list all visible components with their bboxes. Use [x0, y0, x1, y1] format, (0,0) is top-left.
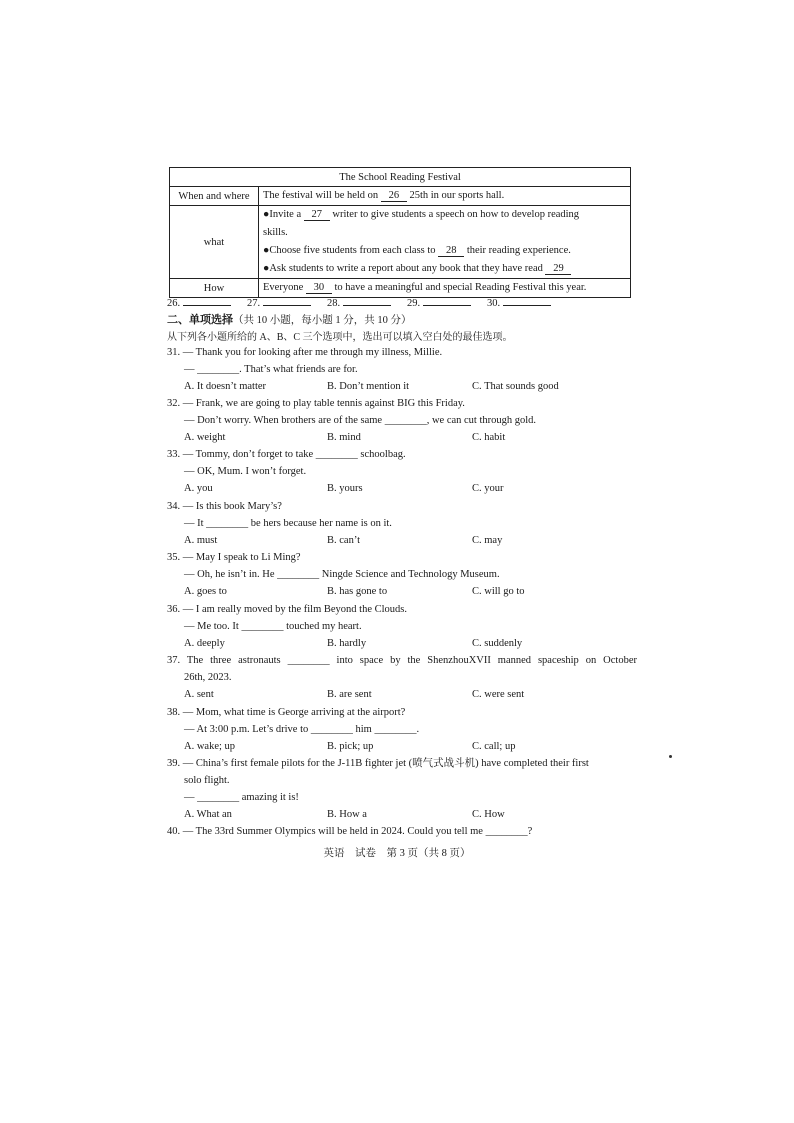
option-a[interactable]: A. It doesn’t matter	[184, 381, 267, 392]
question-40	[167, 823, 637, 840]
option-c[interactable]: C. your	[472, 483, 504, 494]
options-row	[167, 532, 637, 549]
option-b[interactable]: B. yours	[327, 483, 363, 494]
question-stem: solo flight.	[184, 775, 230, 786]
option-a[interactable]: A. you	[184, 483, 213, 494]
question-34	[167, 498, 637, 549]
question-stem: 33. — Tommy, don’t forget to take ________ schoolbag.	[167, 449, 406, 460]
question-stem: — Oh, he isn’t in. He ________ Ningde Science and Technology Museum.	[184, 569, 500, 580]
options-row	[167, 686, 637, 703]
row-content-how: Everyone 30 to have a meaningful and special Reading Festival this year.	[259, 279, 631, 298]
question-32	[167, 395, 637, 446]
answer-slot-29[interactable]: 29.	[407, 295, 487, 309]
section-title: 二、单项选择	[167, 313, 233, 326]
question-stem: 26th, 2023.	[184, 672, 232, 683]
option-b[interactable]: B. How a	[327, 809, 367, 820]
option-b[interactable]: B. can’t	[327, 535, 361, 546]
table-row-what	[170, 206, 631, 279]
option-c[interactable]: C. may	[472, 535, 503, 546]
section-instruction: 从下列各小题所给的 A、B、C 三个选项中，选出可以填入空白处的最佳选项。	[167, 332, 513, 343]
row-label-when: When and where	[170, 187, 259, 206]
options-row	[167, 738, 637, 755]
row-label-how: How	[170, 279, 259, 298]
option-a[interactable]: A. sent	[184, 689, 214, 700]
row-content-what: ●Invite a 27 writer to give students a speech on how to develop reading skills. ●Choose five students from each class to 28 their reading experience. ●Ask students to write a report about any book that they have read 29	[259, 206, 631, 279]
question-stem: 34. — Is this book Mary’s?	[167, 501, 282, 512]
blank-27: 27	[304, 209, 330, 221]
options-row	[167, 378, 637, 395]
section-heading	[167, 311, 412, 327]
option-c[interactable]: C. habit	[472, 432, 506, 443]
option-a[interactable]: A. wake; up	[184, 741, 236, 752]
question-stem: 38. — Mom, what time is George arriving at the airport?	[167, 707, 406, 718]
page-footer: 英语 试卷 第 3 页（共 8 页）	[323, 848, 471, 859]
reading-festival-table	[169, 167, 631, 298]
question-37	[167, 652, 637, 703]
section-note: （共 10 小题，每小题 1 分，共 10 分）	[233, 315, 412, 326]
options-row	[167, 429, 637, 446]
option-a[interactable]: A. weight	[184, 432, 226, 443]
option-c[interactable]: C. suddenly	[472, 638, 523, 649]
question-33	[167, 446, 637, 497]
option-a[interactable]: A. What an	[184, 809, 232, 820]
option-a[interactable]: A. goes to	[184, 586, 227, 597]
blank-29: 29	[545, 263, 571, 275]
option-b[interactable]: B. pick; up	[327, 741, 374, 752]
question-stem: — At 3:00 p.m. Let’s drive to ________ him ________.	[184, 724, 420, 735]
question-stem: 35. — May I speak to Li Ming?	[167, 552, 301, 563]
question-stem: — Don’t worry. When brothers are of the same ________, we can cut through gold.	[184, 415, 537, 426]
option-a[interactable]: A. deeply	[184, 638, 225, 649]
answer-slot-26[interactable]: 26.	[167, 295, 247, 309]
answer-slot-28[interactable]: 28.	[327, 295, 407, 309]
blank-28: 28	[438, 245, 464, 257]
question-stem: 31. — Thank you for looking after me through my illness, Millie.	[167, 347, 443, 358]
row-content-when: The festival will be held on 26 25th in our sports hall.	[259, 187, 631, 206]
blank-30: 30	[306, 282, 332, 294]
option-c[interactable]: C. How	[472, 809, 505, 820]
question-39	[167, 755, 637, 823]
question-stem: 40. — The 33rd Summer Olympics will be held in 2024. Could you tell me ________?	[167, 826, 533, 837]
answer-slot-30[interactable]: 30.	[487, 295, 567, 309]
option-c[interactable]: C. will go to	[472, 586, 525, 597]
option-a[interactable]: A. must	[184, 535, 218, 546]
question-stem: — OK, Mum. I won’t forget.	[184, 466, 307, 477]
option-b[interactable]: B. hardly	[327, 638, 367, 649]
option-b[interactable]: B. mind	[327, 432, 361, 443]
options-row	[167, 583, 637, 600]
option-c[interactable]: C. That sounds good	[472, 381, 559, 392]
option-c[interactable]: C. call; up	[472, 741, 516, 752]
question-stem: 37. The three astronauts ________ into space by the ShenzhouXVII manned spaceship on October	[167, 655, 637, 666]
options-row	[167, 480, 637, 497]
answer-slot-27[interactable]: 27.	[247, 295, 327, 309]
option-b[interactable]: B. are sent	[327, 689, 372, 700]
option-b[interactable]: B. Don’t mention it	[327, 381, 410, 392]
question-35	[167, 549, 637, 600]
question-38	[167, 704, 637, 755]
question-stem: — Me too. It ________ touched my heart.	[184, 621, 362, 632]
table-title: The School Reading Festival	[170, 168, 631, 187]
blank-26: 26	[381, 190, 407, 202]
option-c[interactable]: C. were sent	[472, 689, 525, 700]
question-31	[167, 344, 637, 395]
question-stem: 39. — China’s first female pilots for the J-11B fighter jet (喷气式战斗机) have completed their first	[167, 758, 589, 769]
question-stem: — It ________ be hers because her name is on it.	[184, 518, 392, 529]
table-row-when	[170, 187, 631, 206]
question-stem: 32. — Frank, we are going to play table tennis against BIG this Friday.	[167, 398, 465, 409]
question-36	[167, 601, 637, 652]
question-stem: 36. — I am really moved by the film Beyond the Clouds.	[167, 604, 408, 615]
row-label-what: what	[170, 206, 259, 279]
options-row	[167, 635, 637, 652]
options-row	[167, 806, 637, 823]
answer-blanks-row	[167, 295, 637, 309]
question-stem: — ________. That’s what friends are for.	[184, 364, 358, 375]
option-b[interactable]: B. has gone to	[327, 586, 388, 597]
speck-mark	[669, 755, 672, 758]
question-stem: — ________ amazing it is!	[184, 792, 299, 803]
